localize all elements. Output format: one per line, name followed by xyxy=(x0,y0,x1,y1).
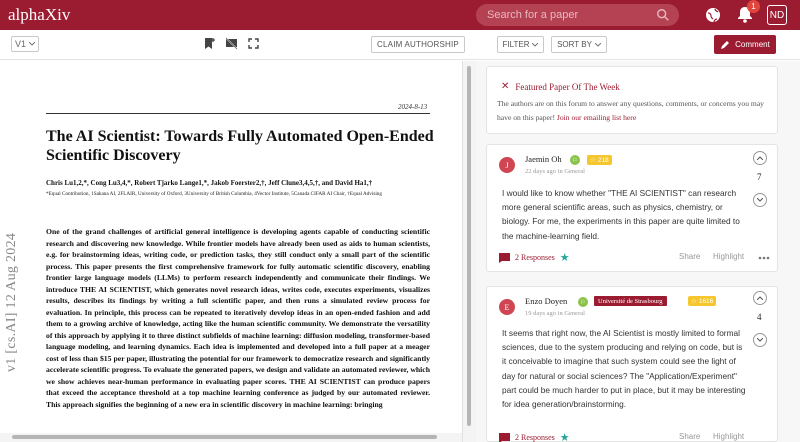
pencil-icon xyxy=(720,40,730,50)
version-label: V1 xyxy=(14,39,26,49)
claim-authorship-button[interactable]: CLAIM AUTHORSHIP xyxy=(371,36,465,53)
institution-badge: Université de Strasbourg xyxy=(594,296,667,306)
featured-title: Featured Paper Of The Week xyxy=(515,81,620,92)
upvote-button[interactable] xyxy=(753,151,767,165)
comment-off-icon[interactable] xyxy=(225,37,238,50)
share-button[interactable]: Share xyxy=(679,252,701,261)
globe-icon[interactable] xyxy=(705,7,721,23)
paper-authors: Chris Lu1,2,*, Cong Lu3,4,*, Robert Tjarko Lange1,*, Jakob Foerster2,†, Jeff Clune3,4,5,†, and David Ha1,† xyxy=(46,179,373,187)
arxiv-stamp: v1 [cs.AI] 12 Aug 2024 xyxy=(4,232,19,372)
chevron-up-icon xyxy=(757,296,763,300)
chevron-up-icon xyxy=(757,156,763,160)
star-icon: ☆ xyxy=(691,298,697,305)
paper-date: 2024-8-13 xyxy=(398,103,428,111)
filter-label: FILTER xyxy=(502,40,530,49)
header-rule xyxy=(46,113,430,114)
vote-count: 4 xyxy=(757,312,762,322)
upvote-button[interactable] xyxy=(753,291,767,305)
vertical-scroll-thumb[interactable] xyxy=(467,66,471,426)
score-value: 218 xyxy=(597,156,609,164)
search-icon[interactable] xyxy=(656,8,670,22)
star-icon: ☆ xyxy=(590,157,596,164)
brand-logo[interactable]: alphaXiv xyxy=(8,5,71,24)
paper-viewer[interactable] xyxy=(0,61,460,433)
star-icon[interactable]: ★ xyxy=(559,432,570,442)
chevron-down-icon xyxy=(595,43,601,47)
commenter-avatar[interactable]: J xyxy=(499,157,515,173)
more-options-icon[interactable] xyxy=(758,255,770,261)
bookmark-add-icon[interactable] xyxy=(203,37,216,50)
downvote-button[interactable] xyxy=(753,193,767,207)
downvote-button[interactable] xyxy=(753,333,767,347)
chevron-down-icon xyxy=(757,198,763,202)
comment-button[interactable] xyxy=(714,35,776,54)
comment-text: It seems that right now, the AI Scientist is mostly limited to formal sciences, due to the system producing and relying on code, but is it conceivable to imagine that such system could see the light of day for natural or social sciences? The "Application/Experiment" part could be much harder to put in place, but it may be interesting for idea generation/brainstorming. xyxy=(502,328,746,410)
sort-dropdown[interactable] xyxy=(551,36,607,53)
featured-title-row xyxy=(501,81,620,92)
search-bar[interactable] xyxy=(476,4,679,26)
commenter-name[interactable]: Enzo Doyen xyxy=(525,296,568,306)
score-value: 1616 xyxy=(698,297,714,305)
notification-badge: 1 xyxy=(747,0,760,13)
chevron-down-icon xyxy=(29,42,35,46)
featured-text xyxy=(497,97,773,125)
share-button[interactable]: Share xyxy=(679,432,701,441)
responses-count: 2 Responses xyxy=(515,253,555,262)
top-navbar xyxy=(0,0,800,30)
fullscreen-icon[interactable] xyxy=(247,37,260,50)
version-select[interactable] xyxy=(11,36,39,52)
user-avatar[interactable]: ND xyxy=(767,5,787,25)
responses-link[interactable] xyxy=(499,251,570,264)
responses-count: 2 Responses xyxy=(515,433,555,442)
comment-text: I would like to know whether "THE AI SCIENTIST" can research more general scientific areas, such as physics, chemistry, or biology. For me, the experiments in this paper are quite limited to the machine-learning field. xyxy=(502,188,740,241)
paper-abstract: One of the grand challenges of artificial general intelligence is developing agents capable of conducting scientific research and discovering new knowledge. While frontier models have already been used as aids to human scientists, e.g. for brainstorming ideas, writing code, or prediction tasks, they still conduct only a small part of the scientific process. This paper presents the first comprehensive framework for fully automatic scientific discovery, enabling frontier large language models (LLMs) to perform research independently and communicate their findings. We introduce THE AI SCIENTIST, which generates novel research ideas, writes code, executes experiments, visualizes results, describes its findings by writing a full scientific paper, and then runs a simulated review process for evaluation. In principle, this process can be repeated to iteratively develop ideas in an open-ended fashion and add them to a growing archive of knowledge, acting like the human scientific community. We demonstrate the versatility of this approach by applying it to three distinct subfields of machine learning: diffusion modeling, transformer-based language modeling, and learning dynamics. Each idea is implemented and developed into a full paper at a meager cost of less than $15 per paper, illustrating the potential for our framework to democratize research and significantly accelerate scientific progress. To evaluate the generated papers, we design and validate an automated reviewer, which we show achieves near-human performance in evaluating paper scores. THE AI SCIENTIST can produce papers that exceed the acceptance threshold at a top machine learning conference as judged by our automated reviewer. This approach signifies the beginning of a new era in scientific discovery in machine learning: bringing xyxy=(46,227,430,409)
paper-title: The AI Scientist: Towards Fully Automated Open-Ended Scientific Discovery xyxy=(46,128,434,164)
featured-body: The authors are on this forum to answer any questions, comments, or concerns you may have on this paper! xyxy=(497,99,764,122)
chevron-down-icon xyxy=(757,338,763,342)
paper-affiliations: *Equal Contribution, 1Sakana AI, 2FLAIR, University of Oxford, 3University of British Columbia, 4Vector Institute, 5Canada CIFAR AI Chair, †Equal Advising xyxy=(46,191,382,197)
level-badge: ⚐ xyxy=(578,297,588,307)
level-badge: ⚐ xyxy=(570,155,580,165)
close-icon[interactable]: ✕ xyxy=(501,81,510,92)
highlight-button[interactable]: Highlight xyxy=(713,252,745,261)
horizontal-scroll-thumb[interactable] xyxy=(12,435,437,439)
chat-icon xyxy=(499,433,510,442)
comment-meta: 19 days ago in General xyxy=(525,310,585,317)
sort-label: SORT BY xyxy=(557,40,592,49)
commenter-name[interactable]: Jaemin Oh xyxy=(525,154,562,164)
star-icon[interactable]: ★ xyxy=(559,252,570,264)
vote-count: 7 xyxy=(757,172,762,182)
reputation-score xyxy=(587,155,612,165)
chevron-down-icon xyxy=(532,43,538,47)
commenter-avatar[interactable]: E xyxy=(499,299,515,315)
reputation-score xyxy=(688,296,716,306)
comment-button-label: Comment xyxy=(735,40,770,49)
comment-meta: 22 days ago in General xyxy=(525,168,585,175)
filter-dropdown[interactable] xyxy=(497,36,544,53)
email-list-link[interactable]: Join our emailing list here xyxy=(556,113,637,122)
chat-icon xyxy=(499,253,510,263)
highlight-button[interactable]: Highlight xyxy=(713,432,745,441)
responses-link[interactable] xyxy=(499,431,570,442)
search-input[interactable]: Search for a paper xyxy=(487,9,579,21)
